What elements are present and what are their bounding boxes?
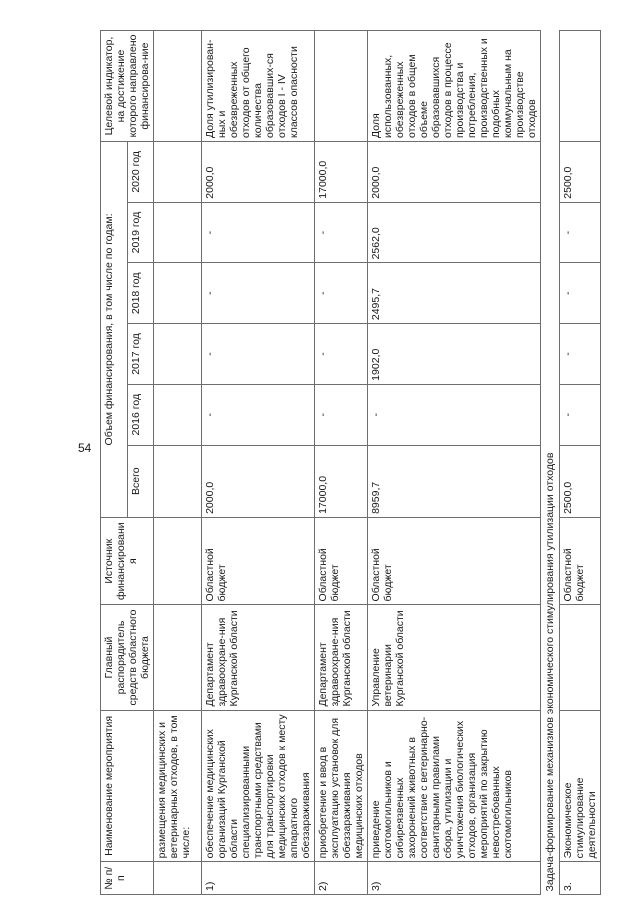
table-row	[202, 31, 315, 895]
row-name: приобретение и ввод в эксплуатацию установок для обеззараживания медицинских отходов	[315, 710, 368, 862]
row-name: Экономическое стимулирование деятельности	[560, 710, 601, 862]
financing-table	[100, 30, 601, 895]
row-total: 8959,7	[368, 445, 541, 517]
row-2016: -	[368, 384, 541, 445]
row-num: 1)	[202, 862, 315, 895]
row-source: Областной бюджет	[315, 517, 368, 605]
row-2019: -	[560, 202, 601, 263]
row-2018: -	[315, 263, 368, 324]
header-2019: 2019 год	[127, 202, 154, 263]
row-manager: Управление ветеринарии Курганской области	[368, 605, 541, 710]
row-num: 3.	[560, 862, 601, 895]
header-2020: 2020 год	[127, 142, 154, 203]
task-row	[541, 31, 560, 895]
row-indicator: Доля утилизирован-ных и обезвреженных отходов от общего количества образовавших-ся отходов I - IV классов опасности	[202, 31, 315, 142]
row-source: Областной бюджет	[202, 517, 315, 605]
header-total: Всего	[127, 445, 154, 517]
row-2016: -	[560, 384, 601, 445]
row-2020: 2000,0	[202, 142, 315, 203]
row-num: 3)	[368, 862, 541, 895]
row-2018: 2495,7	[368, 263, 541, 324]
rotated-table-container	[100, 30, 598, 895]
row-manager: Департамент здравоохране-ния Курганской области	[202, 605, 315, 710]
header-2017: 2017 год	[127, 324, 154, 385]
intro-name: размещения медицинских и ветеринарных отходов, в том числе:	[154, 710, 202, 862]
row-2020: 2500,0	[560, 142, 601, 203]
row-num: 2)	[315, 862, 368, 895]
header-volume: Объем финансирования, в том числе по годам:	[101, 142, 128, 518]
header-2018: 2018 год	[127, 263, 154, 324]
row-source: Областной бюджет	[560, 517, 601, 605]
row-total: 17000,0	[315, 445, 368, 517]
row-2018: -	[202, 263, 315, 324]
row-2017: -	[202, 324, 315, 385]
row-manager	[560, 605, 601, 710]
row-2016: -	[202, 384, 315, 445]
row-total: 2000,0	[202, 445, 315, 517]
row-2020: 2000,0	[368, 142, 541, 203]
header-row-1	[101, 31, 128, 895]
row-2019: 2562,0	[368, 202, 541, 263]
row-2017: -	[560, 324, 601, 385]
row-2017: 1902,0	[368, 324, 541, 385]
row-2020: 17000,0	[315, 142, 368, 203]
table-row	[560, 31, 601, 895]
table-row	[368, 31, 541, 895]
row-total: 2500,0	[560, 445, 601, 517]
row-manager: Департамент здравоохране-ния Курганской области	[315, 605, 368, 710]
row-2019: -	[315, 202, 368, 263]
header-manager: Главный распорядитель средств областного бюджета	[101, 605, 154, 710]
header-indicator: Целевой индикатор, на достижение которого направлено финансирова-ние	[101, 31, 154, 142]
row-name: обеспечение медицинских организаций Курганской области специализированными транспортными средствами для транспортировки медицинских отходов к месту аппаратного обеззараживания	[202, 710, 315, 862]
header-2016: 2016 год	[127, 384, 154, 445]
row-2018: -	[560, 263, 601, 324]
row-indicator-2: Доля использованных, обезвреженных отходов в общем объеме образовавшихся отходов в процессе производства и потребления, производственных и подобных коммунальным на производстве отходов	[368, 31, 541, 142]
row-2016: -	[315, 384, 368, 445]
row-2019: -	[202, 202, 315, 263]
row-indicator	[560, 31, 601, 142]
task-label: Задача-формирование механизмов экономического стимулирования утилизации отходов	[541, 31, 560, 895]
header-num: № п/п	[101, 862, 154, 895]
header-source: Источник финансирования	[101, 517, 154, 605]
row-source: Областной бюджет	[368, 517, 541, 605]
header-name: Наименование мероприятия	[101, 710, 154, 862]
row-name: приведение скотомогильников и сибиреязвенных захоронений животных в соответствие с ветеринарно-санитарными правилами сбора, утилизации и уничтожения биологических отходов, организация мероприятий по закрытию невостребованных скотомогильников	[368, 710, 541, 862]
table-row	[315, 31, 368, 895]
intro-row	[154, 31, 202, 895]
page-number: 54	[78, 441, 92, 455]
row-2017: -	[315, 324, 368, 385]
